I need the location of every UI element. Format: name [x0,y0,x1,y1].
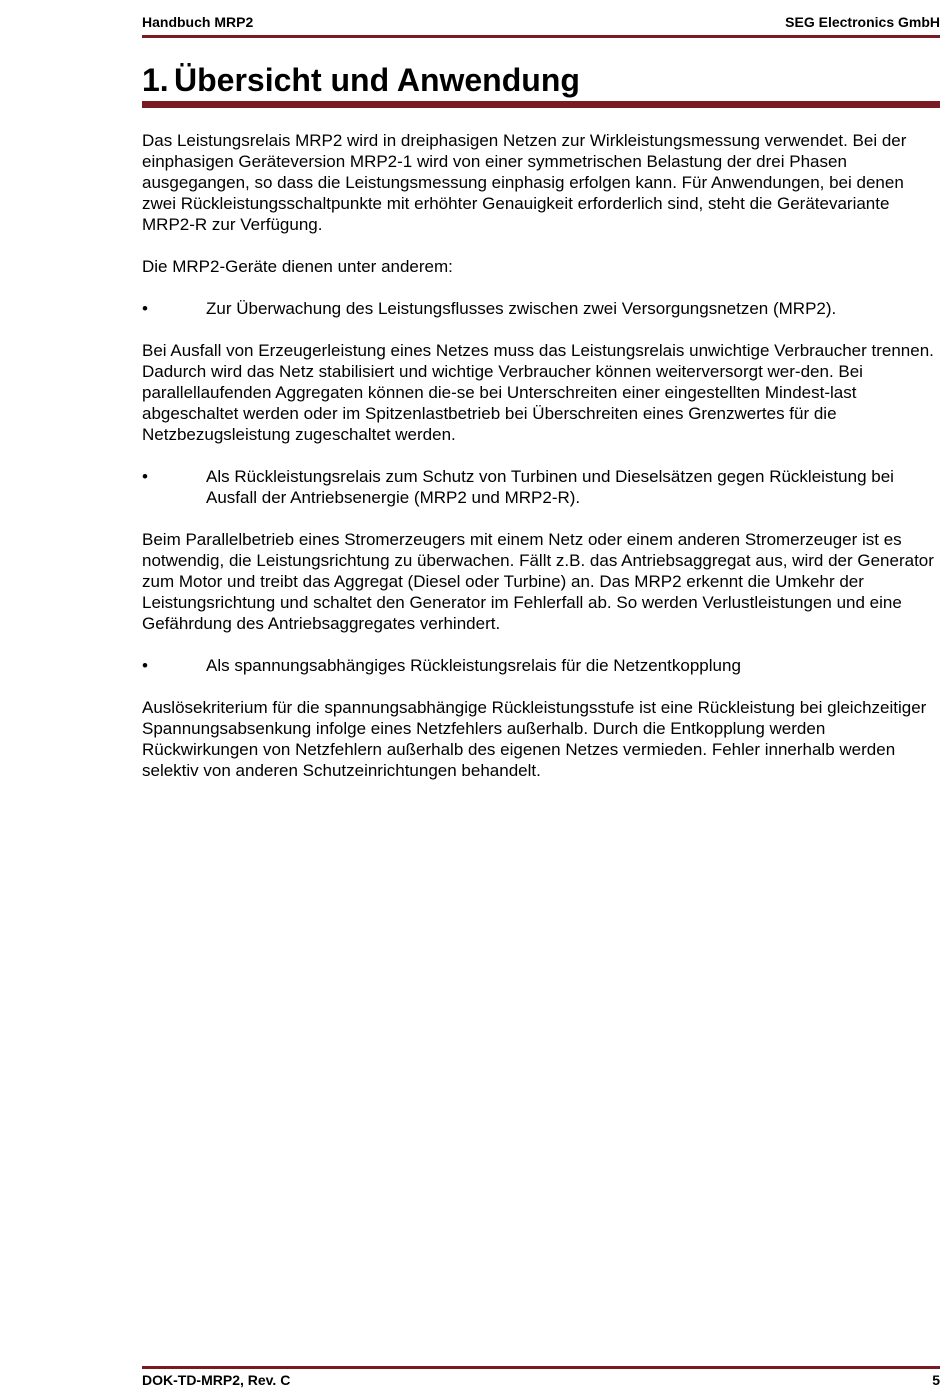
list-item-text: Zur Überwachung des Leistungsflusses zwischen zwei Versorgungsnetzen (MRP2). [206,299,837,318]
paragraph-usage-lead: Die MRP2-Geräte dienen unter anderem: [142,257,453,276]
header-document-title: Handbuch MRP2 [142,14,254,30]
footer-document-id: DOK-TD-MRP2, Rev. C [142,1372,291,1388]
header-divider [142,35,940,38]
list-item-reverse-power [142,466,934,508]
body-content [142,130,934,802]
chapter-number: 1. [142,62,169,98]
chapter-title: Übersicht und Anwendung [174,62,580,98]
paragraph-trip-criterion: Auslösekriterium für die spannungsabhängige Rückleistungsstufe ist eine Rückleistung bei gleichzeitiger Spannungsabsenkung infolge eines Netzfehlers außerhalb. Durch die Entkopplung werden Rückwirkungen von Netzfehlern außerhalb des eigenen Netzes vermieden. Fehler innerhalb werden selektiv von anderen Schutzeinrichtungen behandelt. [142,698,927,780]
running-header [142,14,940,34]
chapter-title-divider [142,101,940,108]
bullet-icon: • [142,299,148,318]
page-number: 5 [932,1372,940,1388]
list-item-decoupling [142,655,934,676]
list-item-text: Als spannungsabhängiges Rückleistungsrelais für die Netzentkopplung [206,656,741,675]
paragraph-load-shedding: Bei Ausfall von Erzeugerleistung eines Netzes muss das Leistungsrelais unwichtige Verbraucher trennen. Dadurch wird das Netz stabilisiert und wichtige Verbraucher können weiterversorgt wer-den. Bei parallellaufenden Aggregaten können die-se bei Unterschreiten einer eingestellten Mindest-last abgeschaltet werden oder im Spitzenlastbetrieb bei Überschreiten eines Grenzwertes für die Netzbezugsleistung zugeschaltet werden. [142,341,934,444]
chapter-heading [142,60,580,100]
document-page [142,0,940,1397]
list-item-text: Als Rückleistungsrelais zum Schutz von Turbinen und Dieselsätzen gegen Rückleistung bei Ausfall der Antriebsenergie (MRP2 und MRP2-R). [206,467,894,507]
running-footer [142,1372,940,1392]
bullet-icon: • [142,656,148,675]
header-company-name: SEG Electronics GmbH [785,14,940,30]
list-item-power-flow [142,298,934,319]
paragraph-intro: Das Leistungsrelais MRP2 wird in dreiphasigen Netzen zur Wirkleistungsmessung verwendet. Bei der einphasigen Geräteversion MRP2-1 wird von einer symmetrischen Belastung der drei Phasen ausgegangen, so dass die Leistungsmessung einphasig erfolgen kann. Für Anwendungen, bei denen zwei Rückleistungsschaltpunkte mit erhöhter Genauigkeit erforderlich sind, steht die Gerätevariante MRP2-R zur Verfügung. [142,131,907,234]
footer-divider [142,1366,940,1369]
paragraph-parallel-operation: Beim Parallelbetrieb eines Stromerzeugers mit einem Netz oder einem anderen Stromerzeuger ist es notwendig, die Leistungsrichtung zu überwachen. Fällt z.B. das Antriebsaggregat aus, wird der Generator zum Motor und treibt das Aggregat (Diesel oder Turbine) an. Das MRP2 erkennt die Umkehr der Leistungsrichtung und schaltet den Generator im Fehlerfall ab. So werden Verlustleistungen und eine Gefährdung des Antriebsaggregates verhindert. [142,530,934,633]
bullet-icon: • [142,467,148,486]
